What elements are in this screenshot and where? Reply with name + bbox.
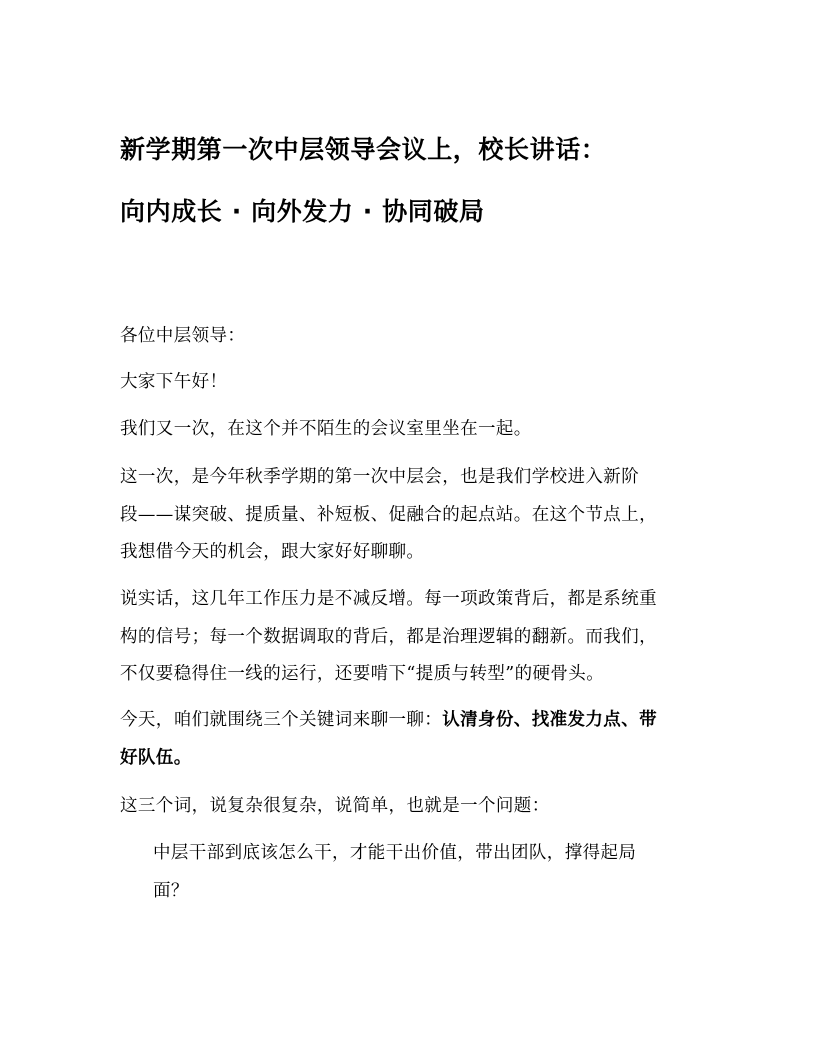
text-line: 我想借今天的机会，跟大家好好聊聊。	[120, 542, 425, 562]
body-paragraph	[120, 459, 710, 572]
keywords-emphasis-text-continued: 好队伍。	[120, 747, 192, 768]
text-line: 不仅要稳得住一线的运行，还要啃下“提质与转型”的硬骨头。	[120, 664, 605, 684]
greeting-paragraph	[120, 364, 710, 402]
text-line: 这三个词，说复杂很复杂，说简单，也就是一个问题：	[120, 796, 550, 816]
block-quote	[153, 835, 693, 910]
document-title-line-2: 向内成长 · 向外发力 · 协同破局	[120, 197, 485, 226]
text-line: 这一次，是今年秋季学期的第一次中层会，也是我们学校进入新阶	[120, 467, 640, 487]
text-line: 我们又一次，在这个并不陌生的会议室里坐在一起。	[120, 419, 532, 439]
text-line: 面？	[153, 880, 189, 901]
text-line: 说实话，这几年工作压力是不减反增。每一项政策背后，都是系统重	[120, 589, 657, 609]
text-line	[120, 702, 710, 740]
body-paragraph	[120, 581, 710, 694]
keywords-paragraph	[120, 702, 710, 777]
text-line: 段——谋突破、提质量、补短板、促融合的起点站。在这个节点上，	[120, 504, 657, 525]
text-line: 各位中层领导：	[120, 326, 246, 346]
salutation-paragraph	[120, 318, 710, 356]
text-line: 构的信号；每一个数据调取的背后，都是治理逻辑的翻新。而我们，	[120, 626, 657, 647]
keywords-emphasis-text: 认清身份、找准发力点、带	[442, 710, 658, 730]
document-title-line-1: 新学期第一次中层领导会议上，校长讲话：	[120, 135, 607, 164]
body-paragraph	[120, 788, 710, 826]
keywords-intro-text: 今天，咱们就围绕三个关键词来聊一聊：	[120, 710, 443, 730]
text-line: 中层干部到底该怎么干，才能干出价值，带出团队，撑得起局	[153, 843, 637, 863]
body-paragraph	[120, 411, 710, 449]
text-line: 大家下午好！	[120, 372, 228, 392]
